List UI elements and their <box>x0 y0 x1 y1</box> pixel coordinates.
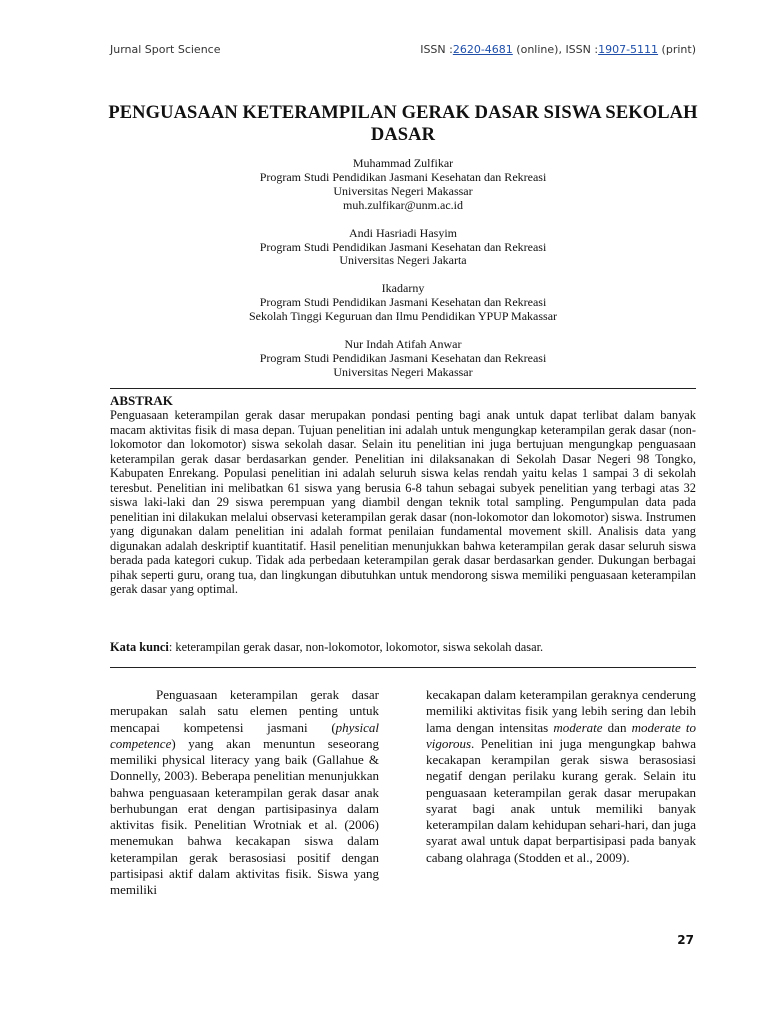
author-3 <box>110 282 696 324</box>
body-text: . Penelitian ini juga mengungkap bahwa kecakapan kerampilan gerak siswa berasosiasi negatif dengan perilaku kurang gerak. Selain itu penguasaan keterampilan gerak dasar merupakan syarat bagi anak untuk memiliki banyak keterampilan dalam kehidupan sehari-hari, dan juga syarat awal untuk dapat berpartisipasi pada banyak cabang olahraga (Stodden et al., 2009). <box>426 735 697 865</box>
issn-online-link[interactable]: 2620-4681 <box>452 43 513 56</box>
author-program: Program Studi Pendidikan Jasmani Kesehatan dan Rekreasi <box>259 350 547 365</box>
abstract-bottom-rule <box>110 667 696 668</box>
issn-prefix: ISSN : <box>420 43 453 56</box>
author-institution: Universitas Negeri Makassar <box>333 364 473 379</box>
author-institution: Universitas Negeri Makassar <box>333 183 473 198</box>
author-name: Nur Indah Atifah Anwar <box>344 337 462 352</box>
keywords-label: Kata kunci <box>110 640 169 654</box>
abstract-heading: ABSTRAK <box>110 393 173 408</box>
body-text: ) yang akan menuntun seseorang memiliki physical literacy yang baik (Gallahue & Donnelly, 2003). Beberapa penelitian menunjukkan bahwa penguasaan keterampilan gerak dasar anak berhubungan erat dengan partisipasinya dalam aktivitas fisik. Penelitian Wrotniak et al. (2006) menemukan bahwa kecakapan siswa dalam keterampilan gerak berasosiasi positif dengan partisipasi aktif dalam aktivitas fisik. Siswa yang memiliki <box>110 735 379 897</box>
author-institution: Universitas Negeri Jakarta <box>339 253 467 268</box>
keywords-separator: : <box>168 640 176 654</box>
author-program: Program Studi Pendidikan Jasmani Kesehatan dan Rekreasi <box>259 239 547 254</box>
issn-print-link[interactable]: 1907-5111 <box>598 43 659 56</box>
author-name: Andi Hasriadi Hasyim <box>349 225 457 240</box>
abstract-section <box>110 393 696 597</box>
body-italic: physical competence <box>110 719 379 751</box>
author-1 <box>110 157 696 213</box>
author-4 <box>110 338 696 380</box>
body-paragraph <box>426 687 696 866</box>
running-header <box>110 43 696 56</box>
keywords <box>110 640 696 655</box>
author-email: muh.zulfikar@unm.ac.id <box>342 197 464 212</box>
body-italic: moderate to vigorous <box>426 719 696 751</box>
author-name: Ikadarny <box>381 281 425 296</box>
body-paragraph <box>110 687 379 898</box>
author-list <box>110 157 696 394</box>
keywords-text: keterampilan gerak dasar, non-lokomotor, lokomotor, siswa sekolah dasar. <box>175 640 544 654</box>
author-name: Muhammad Zulfikar <box>352 156 454 170</box>
body-italic: moderate <box>553 719 603 735</box>
body-text: dan <box>602 719 632 735</box>
journal-name: Jurnal Sport Science <box>110 43 221 56</box>
page-number: 27 <box>677 933 694 947</box>
issn-suffix: (print) <box>658 43 696 56</box>
abstract-top-rule <box>110 388 696 389</box>
body-text: Penguasaan keterampilan gerak dasar merupakan salah satu elemen penting untuk mencapai kompetensi jasmani ( <box>110 687 379 735</box>
paper-title: PENGUASAAN KETERAMPILAN GERAK DASAR SISWA SEKOLAH DASAR <box>108 103 698 145</box>
author-institution: Sekolah Tinggi Keguruan dan Ilmu Pendidikan YPUP Makassar <box>248 309 558 324</box>
author-program: Program Studi Pendidikan Jasmani Kesehatan dan Rekreasi <box>259 169 547 184</box>
author-program: Program Studi Pendidikan Jasmani Kesehatan dan Rekreasi <box>259 295 547 310</box>
body-text: kecakapan dalam keterampilan geraknya cenderung memiliki aktivitas fisik yang lebih sering dan lebih lama dengan intensitas <box>426 687 696 735</box>
abstract-text: Penguasaan keterampilan gerak dasar merupakan pondasi penting bagi anak untuk dapat terlibat dalam banyak macam aktivitas fisik di masa depan. Tujuan penelitian ini adalah untuk mengungkap keterampilan gerak dasar (non-lokomotor dan lokomotor) siswa sekolah dasar. Selain itu penelitian ini juga bertujuan mengungkap penguasaan keterampilan gerak dasar berdasarkan gender. Penelitian ini dilaksanakan di Sekolah Dasar Negeri 98 Tongko, Kabupaten Enrekang. Populasi penelitian ini adalah seluruh siswa kelas rendah yaitu kelas 1 sampai 3 di sekolah teresbut. Penelitian ini melibatkan 61 siswa yang berusia 6-8 tahun sebagai subyek penelitian yang terbagi atas 32 siswa laki-laki dan 29 siswa perempuan yang diambil dengan teknik total sampling. Pengumpulan data pada penelitian ini dilakukan melalui observasi keterampilan gerak dasar (non-lokomotor dan lokomotor) siswa. Instrumen yang digunakan dalam penelitian ini adalah format penilaian fundamental movement skill. Analisis data yang digunakan adalah deskriptif kuantitatif. Hasil penelitian menunjukkan bahwa keterampilan gerak dasar seluruh siswa berada pada kategori cukup. Tidak ada perbedaan keterampilan gerak dasar berdasarkan gender. Dukungan berbagai pihak seperti guru, orang tua, dan lingkungan dibutuhkan untuk mendorong siswa memiliki penguasaan keterampilan gerak dasar yang optimal. <box>110 408 696 596</box>
issn-info <box>420 43 696 56</box>
author-2 <box>110 227 696 269</box>
body-column-left <box>110 687 379 898</box>
issn-middle: (online), ISSN : <box>512 43 599 56</box>
body-column-right <box>426 687 696 866</box>
